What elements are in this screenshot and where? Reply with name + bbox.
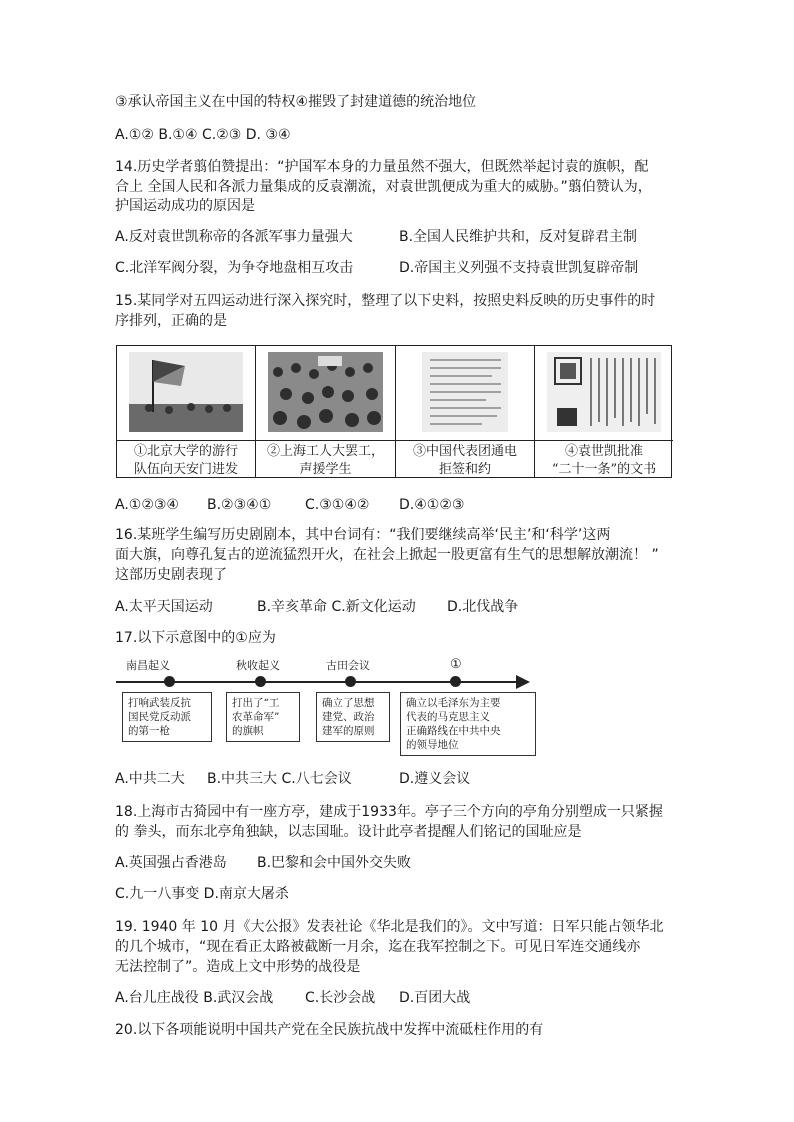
q15-photo-4 bbox=[547, 352, 661, 432]
protest-march-photo-icon bbox=[129, 352, 243, 432]
q15-option-c: C.③①④② bbox=[305, 497, 370, 513]
q19-option-a-b: A.台儿庄战役 B.武汉会战 bbox=[115, 990, 274, 1006]
q16-stem-line-1: 16.某班学生编写历史剧剧本，其中台词有：“我们要继续高举‘民主’和‘科学’这两 bbox=[115, 527, 611, 543]
timeline-box-3-line-2: 建党、政治 bbox=[322, 711, 375, 723]
timeline-box-1 bbox=[122, 692, 212, 742]
timeline-node-4-dot bbox=[450, 676, 461, 687]
q15-caption-1b: 队伍向天安门进发 bbox=[133, 462, 238, 477]
timeline-box-2-line-1: 打出了“工 bbox=[232, 697, 280, 709]
timeline-node-4-label: ① bbox=[450, 657, 462, 672]
q15-option-a: A.①②③④ bbox=[115, 497, 179, 513]
timeline-box-4-line-2: 代表的马克思主义 bbox=[406, 711, 490, 723]
timeline-arrow-icon bbox=[516, 675, 530, 689]
q18-stem-line-1: 18.上海市古猗园中有一座方亭，建成于1933年。亭子三个方向的亭角分别塑成一只紧握 bbox=[115, 804, 663, 820]
q19-stem-line-3: 无法控制了”。造成上文中形势的战役是 bbox=[115, 959, 361, 975]
telegram-document-icon bbox=[422, 352, 508, 432]
q13-statement-3-4: ③承认帝国主义在中国的特权④摧毁了封建道德的统治地位 bbox=[115, 94, 477, 110]
q19-stem-line-2: 的几个城市，“现在看正太路被截断一月余，迄在我军控制之下。可见日军连交通线亦 bbox=[115, 939, 641, 955]
q15-source-1 bbox=[117, 346, 256, 477]
q18-option-a: A.英国强占香港岛 bbox=[115, 855, 227, 871]
q15-caption-1a: ①北京大学的游行 bbox=[133, 444, 238, 459]
q15-option-b: B.②③④① bbox=[207, 497, 272, 513]
q16-option-d: D.北伐战争 bbox=[447, 599, 519, 615]
timeline-box-2-line-2: 农革命军” bbox=[232, 711, 280, 723]
q15-stem-line-2: 序排列，正确的是 bbox=[115, 313, 227, 329]
q18-stem-line-2: 的 拳头，而东北亭角独缺，以志国耻。设计此亭者提醒人们铭记的国耻应是 bbox=[115, 824, 582, 840]
q15-photo-3 bbox=[422, 352, 508, 432]
q15-caption-4a: ④袁世凯批准 bbox=[564, 444, 643, 459]
q14-option-b: B.全国人民维护共和，反对复辟君主制 bbox=[399, 229, 638, 245]
q15-source-4 bbox=[535, 346, 673, 477]
q15-stem-line-1: 15.某同学对五四运动进行深入探究时，整理了以下史料，按照史料反映的历史事件的时 bbox=[115, 293, 656, 309]
q19-stem-line-1: 19. 1940 年 10 月《大公报》发表社论《华北是我们的》。文中写道：日军只能占领华北 bbox=[115, 919, 664, 935]
q15-caption-2a: ②上海工人大罢工， bbox=[266, 444, 384, 459]
approved-document-icon bbox=[547, 352, 661, 432]
timeline-box-3-line-3: 建军的原则 bbox=[322, 725, 375, 737]
q19-option-c: C.长沙会战 bbox=[305, 990, 376, 1006]
q19-option-d: D.百团大战 bbox=[399, 990, 471, 1006]
q17-timeline bbox=[116, 655, 536, 757]
q17-option-a: A.中共二大 bbox=[115, 771, 185, 787]
q15-source-strip bbox=[116, 345, 672, 478]
q15-option-d: D.④①②③ bbox=[399, 497, 465, 513]
timeline-box-1-line-2: 国民党反动派 bbox=[128, 711, 191, 723]
timeline-node-1-dot bbox=[164, 676, 175, 687]
q16-option-a: A.太平天国运动 bbox=[115, 599, 213, 615]
q15-caption-3b: 拒签和约 bbox=[438, 462, 491, 477]
timeline-box-2 bbox=[226, 692, 300, 742]
q14-stem-line-1: 14.历史学者翦伯赞提出：“护国军本身的力量虽然不强大，但既然举起讨袁的旗帜，配 bbox=[115, 159, 649, 175]
timeline-box-3 bbox=[316, 692, 390, 742]
timeline-box-4-line-4: 的领导地位 bbox=[406, 739, 459, 751]
q14-stem-line-2: 合上 全国人民和各派力量集成的反袁潮流，对袁世凯便成为重大的威胁。”翦伯赞认为， bbox=[115, 179, 652, 195]
q15-caption-4b: “二十一条”的文书 bbox=[551, 462, 657, 477]
timeline-box-1-line-1: 打响武装反抗 bbox=[128, 697, 191, 709]
q15-caption-2b: 声援学生 bbox=[299, 462, 352, 477]
timeline-box-4-line-3: 正确路线在中共中央 bbox=[406, 725, 501, 737]
timeline-box-3-line-1: 确立了思想 bbox=[322, 697, 375, 709]
q17-option-b-c: B.中共三大 C.八七会议 bbox=[207, 771, 352, 787]
timeline-node-2-dot bbox=[255, 676, 266, 687]
q18-option-c-d: C.九一八事变 D.南京大屠杀 bbox=[115, 886, 289, 902]
q17-option-d: D.遵义会议 bbox=[399, 771, 471, 787]
q15-caption-3a: ③中国代表团通电 bbox=[412, 444, 517, 459]
q15-photo-2 bbox=[268, 352, 383, 432]
q15-photo-1 bbox=[129, 352, 243, 432]
timeline-node-3-label: 古田会议 bbox=[326, 659, 370, 672]
q13-options: A.①② B.①④ C.②③ D. ③④ bbox=[115, 127, 291, 143]
q15-source-3 bbox=[396, 346, 535, 477]
q14-option-c: C.北洋军阀分裂，为争夺地盘相互攻击 bbox=[115, 260, 354, 276]
timeline-node-1-label: 南昌起义 bbox=[126, 659, 170, 672]
q14-option-d: D.帝国主义列强不支持袁世凯复辟帝制 bbox=[399, 260, 639, 276]
crowd-photo-icon bbox=[268, 352, 383, 432]
timeline-box-2-line-3: 的旗帜 bbox=[232, 725, 264, 737]
q18-option-b: B.巴黎和会中国外交失败 bbox=[257, 855, 412, 871]
q17-stem: 17.以下示意图中的①应为 bbox=[115, 630, 276, 646]
timeline-box-4-line-1: 确立以毛泽东为主要 bbox=[406, 697, 501, 709]
q20-stem: 20.以下各项能说明中国共产党在全民族抗战中发挥中流砥柱作用的有 bbox=[115, 1022, 544, 1038]
q16-stem-line-2: 面大旗，向尊孔复古的逆流猛烈开火，在社会上掀起一股更富有生气的思想解放潮流！ ” bbox=[115, 547, 659, 563]
timeline-node-3-dot bbox=[345, 676, 356, 687]
timeline-box-1-line-3: 的第一枪 bbox=[128, 725, 170, 737]
q14-stem-line-3: 护国运动成功的原因是 bbox=[115, 198, 255, 214]
q15-source-2 bbox=[256, 346, 396, 477]
timeline-node-2-label: 秋收起义 bbox=[236, 659, 280, 672]
q16-option-b-c: B.辛亥革命 C.新文化运动 bbox=[257, 599, 416, 615]
q14-option-a: A.反对袁世凯称帝的各派军事力量强大 bbox=[115, 229, 353, 245]
q16-stem-line-3: 这部历史剧表现了 bbox=[115, 567, 227, 583]
timeline-box-4 bbox=[400, 692, 536, 756]
